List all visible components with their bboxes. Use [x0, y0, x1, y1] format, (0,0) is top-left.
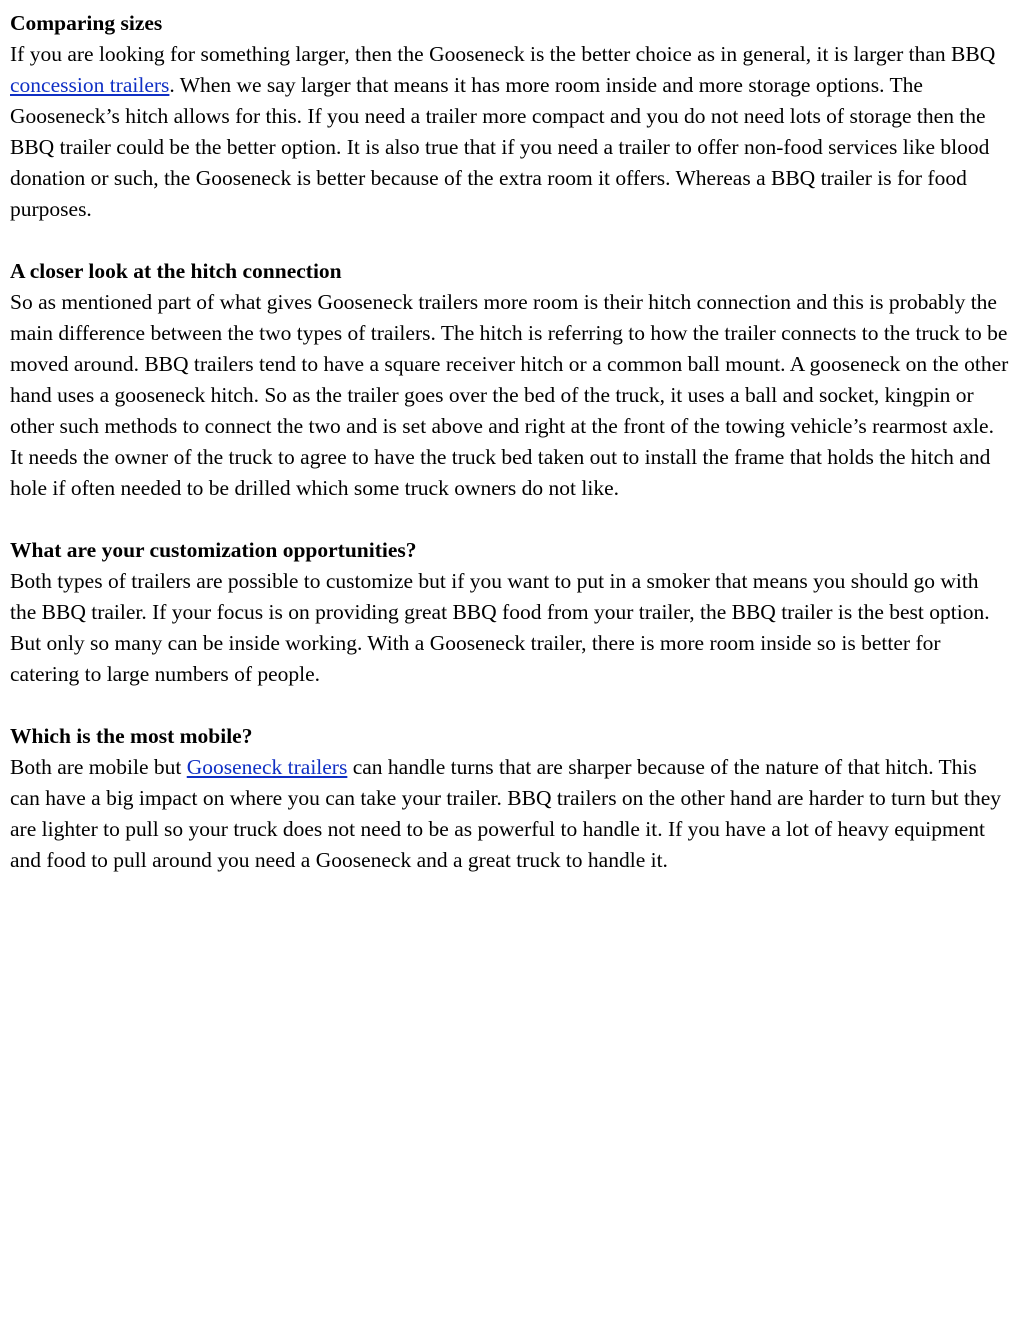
section-heading: Comparing sizes — [10, 11, 163, 35]
paragraph-text: Both are mobile but — [10, 755, 187, 779]
section-hitch-connection — [10, 256, 1010, 504]
section-paragraph: So as mentioned part of what gives Gooseneck trailers more room is their hitch connection and this is probably the main difference between the two types of trailers. The hitch is referring to how the trailer connects to the truck to be moved around. BBQ trailers tend to have a square receiver hitch or a common ball mount. A gooseneck on the other hand uses a gooseneck hitch. So as the trailer goes over the bed of the truck, it uses a ball and socket, kingpin or other such methods to connect the two and is set above and right at the front of the towing vehicle’s rearmost axle. It needs the owner of the truck to agree to have the truck bed taken out to install the frame that holds the hitch and hole if often needed to be drilled which some truck owners do not like. — [10, 290, 1009, 500]
section-comparing-sizes — [10, 8, 1010, 225]
paragraph-text: If you are looking for something larger, then the Gooseneck is the better choice as in general, it is larger than BBQ — [10, 42, 996, 66]
section-customization — [10, 535, 1010, 690]
gooseneck-trailers-link[interactable]: Gooseneck trailers — [186, 755, 348, 779]
paragraph-text: . When we say larger that means it has more room inside and more storage options. The Gooseneck’s hitch allows for this. If you need a trailer more compact and you do not need lots of storage then the BBQ trailer could be the better option. It is also true that if you need a trailer to offer non-food services like blood donation or such, the Gooseneck is better because of the extra room it offers. Whereas a BBQ trailer is for food purposes. — [10, 73, 990, 221]
concession-trailers-link[interactable]: concession trailers — [10, 73, 170, 97]
section-paragraph — [10, 39, 1010, 225]
section-heading: Which is the most mobile? — [10, 724, 253, 748]
section-heading: A closer look at the hitch connection — [10, 259, 342, 283]
section-paragraph — [10, 752, 1010, 876]
section-paragraph: Both types of trailers are possible to customize but if you want to put in a smoker that means you should go with the BBQ trailer. If your focus is on providing great BBQ food from your trailer, the BBQ trailer is the best option. But only so many can be inside working. With a Gooseneck trailer, there is more room inside so is better for catering to large numbers of people. — [10, 569, 990, 686]
paragraph-text: can handle turns that are sharper because of the nature of that hitch. This can have a big impact on where you can take your trailer. BBQ trailers on the other hand are harder to turn but they are lighter to pull so your truck does not need to be as powerful to handle it. If you have a lot of heavy equipment and food to pull around you need a Gooseneck and a great truck to handle it. — [10, 755, 1002, 872]
section-heading: What are your customization opportunities? — [10, 538, 417, 562]
section-mobility — [10, 721, 1010, 876]
document-page — [10, 8, 1010, 907]
